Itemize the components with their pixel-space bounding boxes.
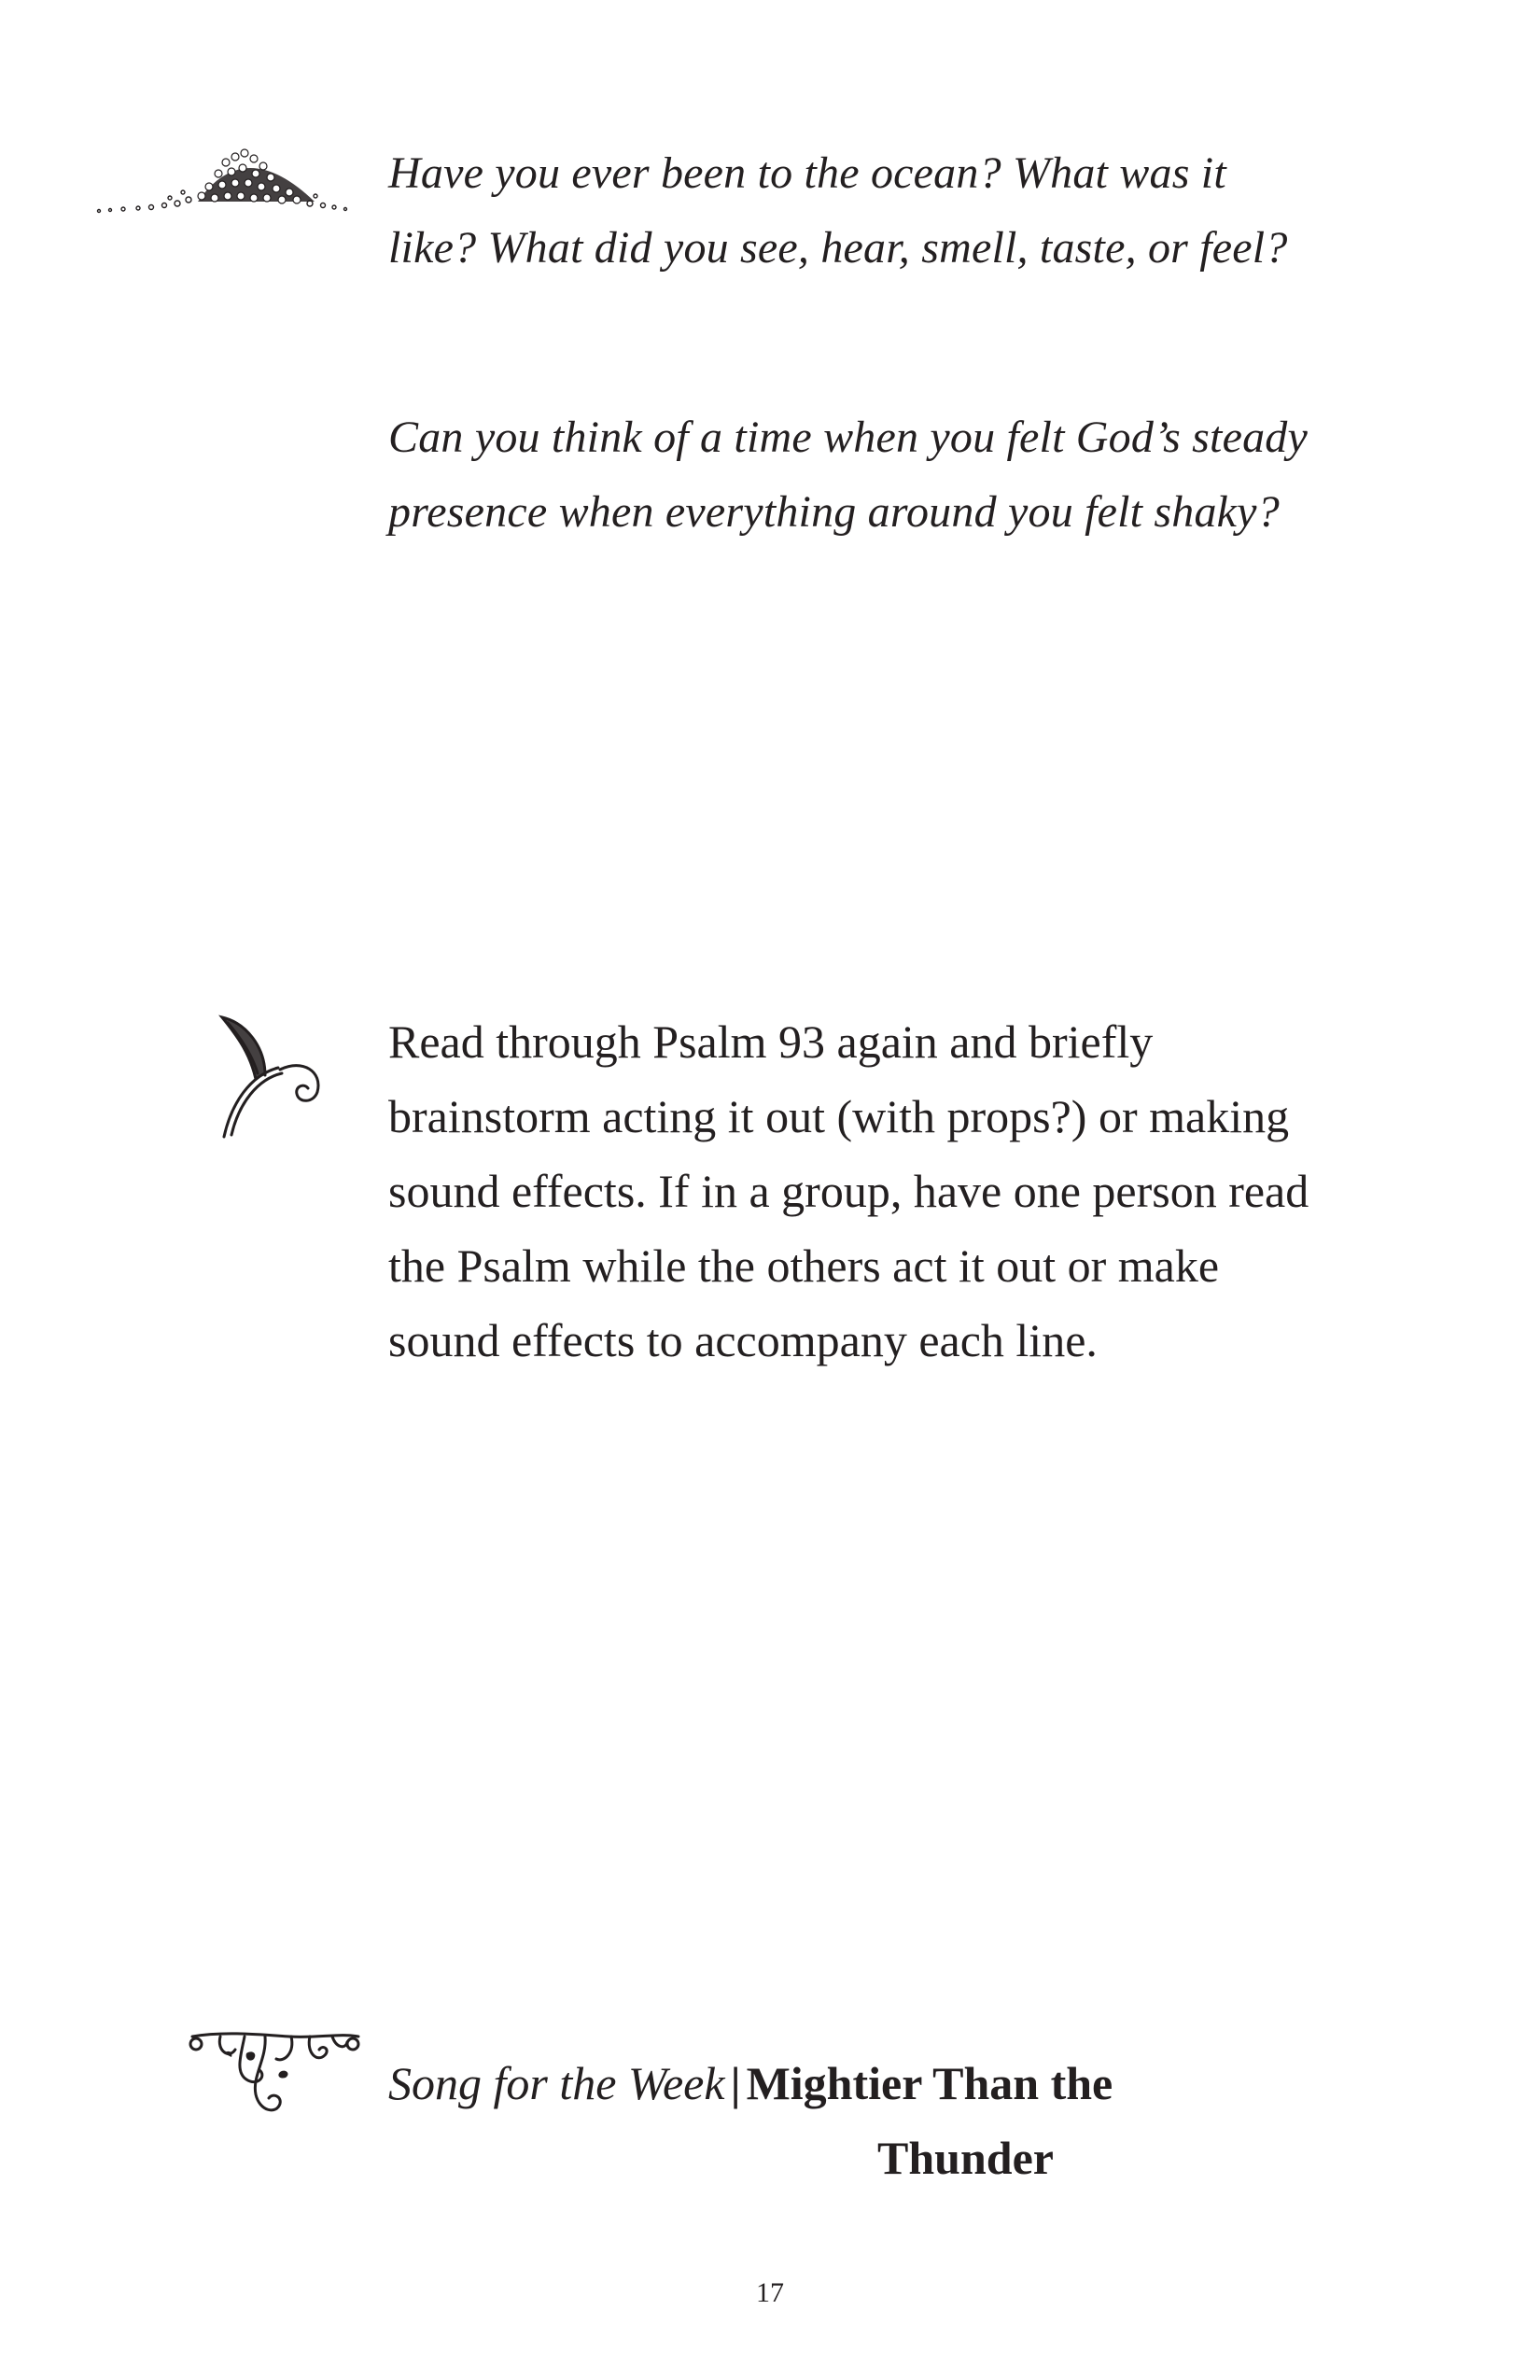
activity-line: brainstorm acting it out (with props?) or making	[388, 1090, 1290, 1142]
sprout-icon	[213, 1010, 343, 1150]
song-title-line1: Mightier Than the	[746, 2057, 1113, 2109]
activity-line: Read through Psalm 93 again and briefly	[388, 1015, 1154, 1068]
page-number: 17	[756, 2277, 784, 2308]
vine-flourish-icon	[187, 2022, 364, 2124]
question-line: Can you think of a time when you felt God’s steady	[388, 413, 1308, 462]
song-title-line2: Thunder	[877, 2132, 1054, 2184]
song-for-the-week	[388, 2046, 1228, 2195]
reflection-question-ocean	[388, 136, 1340, 286]
reflection-question-presence	[388, 400, 1340, 550]
activity-line: sound effects to accompany each line.	[388, 1314, 1098, 1366]
question-line: like? What did you see, hear, smell, taste, or feel?	[388, 223, 1288, 273]
question-line: presence when everything around you felt shaky?	[388, 487, 1280, 537]
activity-line: sound effects. If in a group, have one person read	[388, 1165, 1309, 1217]
pebble-pile-icon	[86, 116, 366, 218]
question-line: Have you ever been to the ocean? What was it	[388, 148, 1226, 198]
activity-line: the Psalm while the others act it out or make	[388, 1239, 1220, 1292]
song-separator: |	[730, 2057, 741, 2109]
song-label: Song for the Week	[388, 2057, 725, 2109]
activity-paragraph	[388, 1004, 1340, 1378]
